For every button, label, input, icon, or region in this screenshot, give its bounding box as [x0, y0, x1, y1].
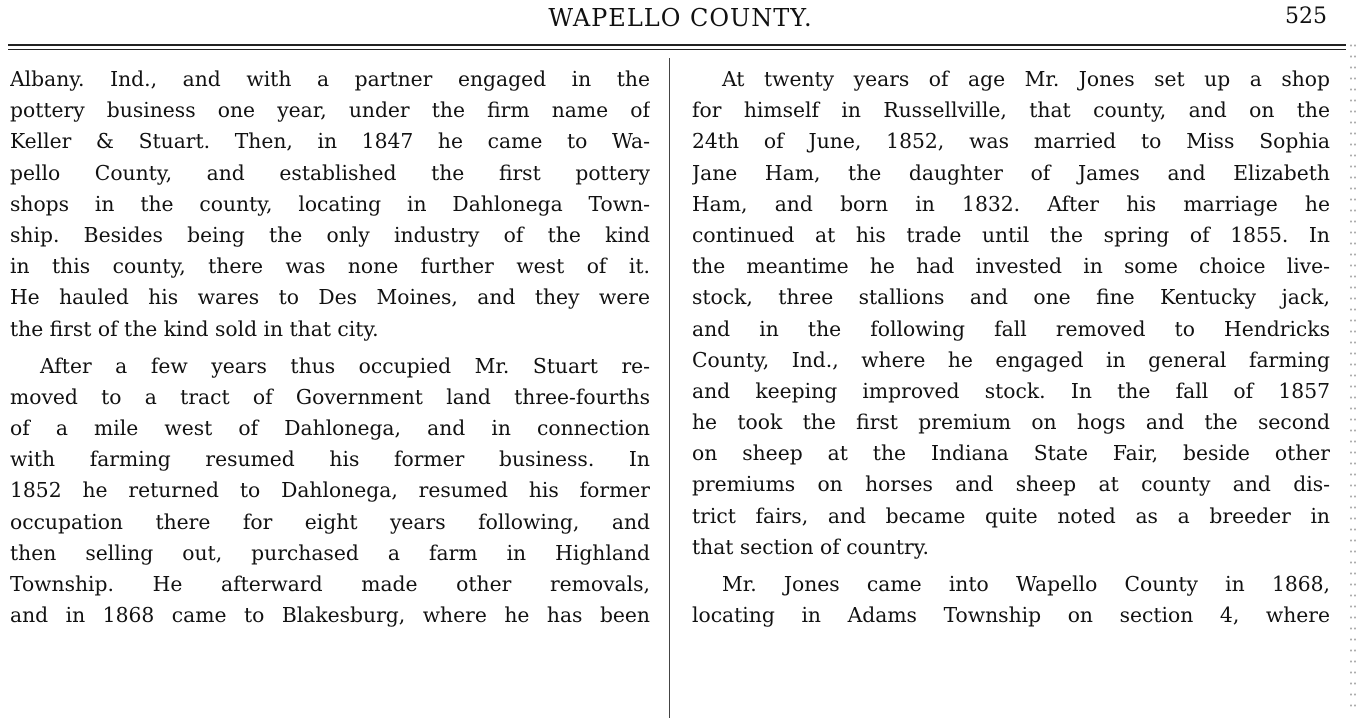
text-line: in this county, there was none further west of it.: [10, 254, 650, 279]
text-line: for himself in Russellville, that county, and on the: [692, 98, 1330, 123]
text-line: occupation there for eight years following, and: [10, 509, 650, 534]
text-line: County, Ind., where he engaged in general farming: [692, 347, 1330, 372]
text-line: locating in Adams Township on section 4, where: [692, 603, 1330, 628]
text-line: 1852 he returned to Dahlonega, resumed his former: [10, 478, 650, 503]
header-rule-top: [8, 44, 1346, 46]
text-line: that section of country.: [692, 534, 929, 559]
text-line: pello County, and established the first pottery: [10, 160, 650, 185]
right-column: [692, 64, 1330, 631]
left-column: [10, 64, 650, 631]
text-line: he took the first premium on hogs and the second: [692, 410, 1330, 435]
text-line: After a few years thus occupied Mr. Stuart re-: [40, 353, 650, 378]
text-line: ship. Besides being the only industry of the kind: [10, 222, 650, 247]
text-line: the first of the kind sold in that city.: [10, 316, 379, 341]
text-line: continued at his trade until the spring of 1855. In: [692, 222, 1330, 247]
text-line: and in 1868 came to Blakesburg, where he has been: [10, 603, 650, 628]
page-number: 525: [1285, 4, 1327, 29]
text-line: At twenty years of age Mr. Jones set up a shop: [722, 67, 1330, 91]
text-line: Township. He afterward made other removals,: [10, 572, 650, 596]
text-line: Keller & Stuart. Then, in 1847 he came to Wa-: [10, 129, 650, 154]
scan-edge-speckle: [1349, 40, 1357, 710]
text-line: shops in the county, locating in Dahlonega Town-: [10, 191, 650, 216]
text-line: with farming resumed his former business. In: [10, 447, 650, 472]
text-line: on sheep at the Indiana State Fair, beside other: [692, 441, 1330, 466]
running-head-title: WAPELLO COUNTY.: [548, 4, 813, 32]
text-line: 24th of June, 1852, was married to Miss Sophia: [692, 129, 1330, 154]
text-line: and keeping improved stock. In the fall of 1857: [692, 378, 1330, 403]
text-line: the meantime he had invested in some choice live-: [692, 254, 1330, 279]
text-line: pottery business one year, under the firm name of: [10, 98, 650, 123]
text-line: Mr. Jones came into Wapello County in 1868,: [722, 572, 1330, 596]
text-line: Jane Ham, the daughter of James and Elizabeth: [692, 160, 1330, 185]
text-line: moved to a tract of Government land three-fourths: [10, 384, 650, 409]
text-line: Ham, and born in 1832. After his marriage he: [692, 191, 1330, 216]
text-line: premiums on horses and sheep at county and dis-: [692, 472, 1330, 497]
text-line: of a mile west of Dahlonega, and in connection: [10, 416, 650, 441]
text-line: then selling out, purchased a farm in Highland: [10, 540, 650, 565]
column-divider: [669, 58, 670, 718]
text-line: and in the following fall removed to Hendricks: [692, 316, 1330, 341]
text-line: stock, three stallions and one fine Kentucky jack,: [692, 285, 1330, 310]
text-line: trict fairs, and became quite noted as a breeder in: [692, 503, 1330, 528]
text-line: He hauled his wares to Des Moines, and they were: [10, 285, 650, 310]
header-rule-bottom: [8, 49, 1346, 50]
text-line: Albany. Ind., and with a partner engaged in the: [10, 67, 650, 91]
